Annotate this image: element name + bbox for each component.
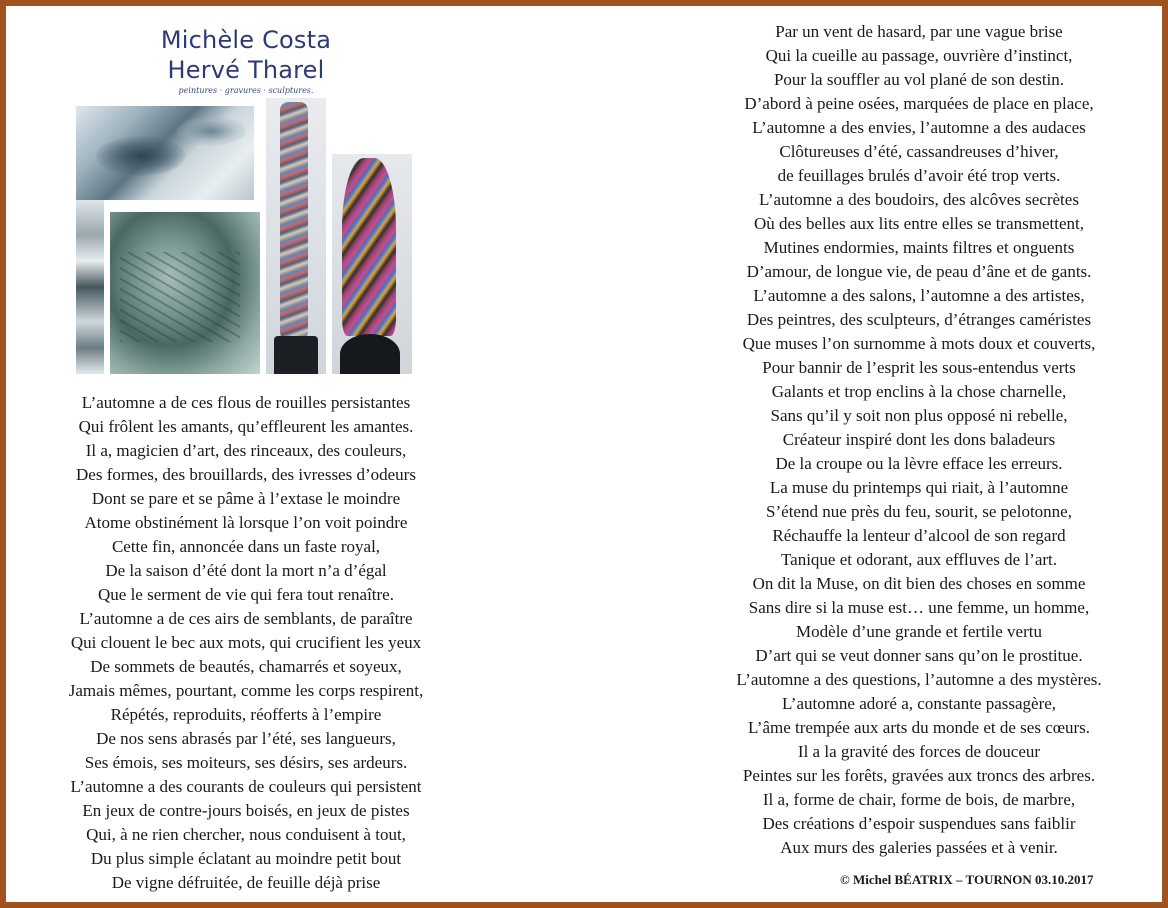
poem-line: Qui clouent le bec aux mots, qui crucifient les yeux	[70, 633, 422, 652]
poem-line: Pour bannir de l’esprit les sous-entendus verts	[762, 358, 1076, 377]
poem-line: Il a, magicien d’art, des rinceaux, des couleurs,	[85, 441, 407, 460]
poem-line: Peintes sur les forêts, gravées aux troncs des arbres.	[742, 766, 1096, 785]
poem-line: Réchauffe la lenteur d’alcool de son regard	[772, 526, 1066, 545]
poem-line: Par un vent de hasard, par une vague brise	[775, 22, 1063, 41]
poem-line: Du plus simple éclatant au moindre petit bout	[90, 849, 402, 868]
poem-line: L’automne a des questions, l’automne a des mystères.	[736, 670, 1102, 689]
poem-line: De vigne défruitée, de feuille déjà prise	[111, 873, 381, 892]
poem-line: Qui la cueille au passage, ouvrière d’instinct,	[765, 46, 1073, 65]
poem-line: Jamais mêmes, pourtant, comme les corps respirent,	[68, 681, 424, 700]
poem-line: De nos sens abrasés par l’été, ses langueurs,	[96, 729, 396, 748]
poem-line: Il a, forme de chair, forme de bois, de marbre,	[762, 790, 1076, 809]
poem-line: Dont se pare et se pâme à l’extase le moindre	[91, 489, 401, 508]
poem-line: Répétés, reproduits, réofferts à l’empire	[110, 705, 382, 724]
signature: © Michel BÉATRIX – TOURNON 03.10.2017	[840, 872, 1094, 887]
poem-line: Il a la gravité des forces de douceur	[797, 742, 1041, 761]
poem-line: Cette fin, annoncée dans un faste royal,	[111, 537, 381, 556]
poem-line: Des formes, des brouillards, des ivresses d’odeurs	[76, 465, 416, 484]
poem-line: L’automne adoré a, constante passagère,	[781, 694, 1057, 713]
painting-image-1	[76, 106, 254, 200]
poem-line: L’automne a des salons, l’automne a des artistes,	[753, 286, 1085, 305]
poem-line: L’âme trempée aux arts du monde et de ses cœurs.	[747, 718, 1091, 737]
sculpture-base	[274, 336, 318, 374]
poem-line: De la croupe ou la lèvre efface les erreurs.	[775, 454, 1063, 473]
exhibition-poster	[66, 20, 436, 382]
sculpture-base	[340, 334, 400, 374]
poem-line: Ses émois, ses moiteurs, ses désirs, ses ardeurs.	[84, 753, 408, 772]
poem-line: De sommets de beautés, chamarrés et soyeux,	[90, 657, 402, 676]
poster-artist-name-1: Michèle Costa	[160, 26, 332, 54]
poem-line: Sans dire si la muse est… une femme, un homme,	[748, 598, 1090, 617]
poem-line: L’automne a de ces airs de semblants, de paraître	[79, 609, 413, 628]
poem-left-column	[16, 391, 476, 895]
poem-line: L’automne a des boudoirs, des alcôves secrètes	[759, 190, 1079, 209]
poster-artist-name-2: Hervé Tharel	[167, 56, 325, 84]
poem-line: Qui frôlent les amants, qu’effleurent les amantes.	[78, 417, 414, 436]
painting-image-2	[76, 200, 104, 374]
poem-line: Clôtureuses d’été, cassandreuses d’hiver,	[779, 142, 1059, 161]
sculpture-body	[280, 102, 308, 340]
poem-line: Mutines endormies, maints filtres et onguents	[763, 238, 1075, 257]
poem-line: L’automne a des envies, l’automne a des audaces	[752, 118, 1086, 137]
poem-line: Qui, à ne rien chercher, nous conduisent à tout,	[86, 825, 406, 844]
poem-line: Pour la souffler au vol plané de son destin.	[773, 70, 1065, 89]
poem-line: En jeux de contre-jours boisés, en jeux de pistes	[82, 801, 410, 820]
sculpture-image-2	[332, 154, 412, 374]
poem-line: Modèle d’une grande et fertile vertu	[796, 622, 1042, 641]
poem-line: S’étend nue près du feu, sourit, se pelotonne,	[766, 502, 1072, 521]
poem-line: L’automne a de ces flous de rouilles persistantes	[81, 393, 411, 412]
poem-line: D’amour, de longue vie, de peau d’âne et de gants.	[746, 262, 1092, 281]
poem-line: L’automne a des courants de couleurs qui persistent	[70, 777, 422, 796]
sculpture-image-1	[266, 98, 326, 374]
poem-line: Aux murs des galeries passées et à venir.	[780, 838, 1058, 857]
poem-line: D’art qui se veut donner sans qu’on le prostitue.	[755, 646, 1083, 665]
poem-line: Galants et trop enclins à la chose charnelle,	[771, 382, 1067, 401]
poem-line: De la saison d’été dont la mort n’a d’égal	[105, 561, 387, 580]
poem-line: Que le serment de vie qui fera tout renaître.	[98, 585, 394, 604]
poem-line: D’abord à peine osées, marquées de place en place,	[744, 94, 1094, 113]
poem-line: On dit la Muse, on dit bien des choses en somme	[752, 574, 1086, 593]
poem-line: Sans qu’il y soit non plus opposé ni rebelle,	[770, 406, 1068, 425]
poem-line: Que muses l’on surnomme à mots doux et couverts,	[742, 334, 1096, 353]
poem-line: Des peintres, des sculpteurs, d’étranges caméristes	[746, 310, 1092, 329]
poem-line: La muse du printemps qui riait, à l’automne	[769, 478, 1069, 497]
painting-image-3	[110, 212, 260, 374]
poem-line: Où des belles aux lits entre elles se transmettent,	[754, 214, 1084, 233]
poem-line: Atome obstinément là lorsque l’on voit poindre	[84, 513, 408, 532]
sculpture-body	[342, 158, 396, 336]
poem-right-column	[686, 20, 1152, 860]
poem-line: Créateur inspiré dont les dons baladeurs	[782, 430, 1056, 449]
poem-line: de feuillages brulés d’avoir été trop verts.	[777, 166, 1061, 185]
poster-subtitle: peintures · gravures · sculptures.	[178, 86, 314, 95]
poem-line: Tanique et odorant, aux effluves de l’art.	[780, 550, 1058, 569]
poem-line: Des créations d’espoir suspendues sans faiblir	[762, 814, 1076, 833]
